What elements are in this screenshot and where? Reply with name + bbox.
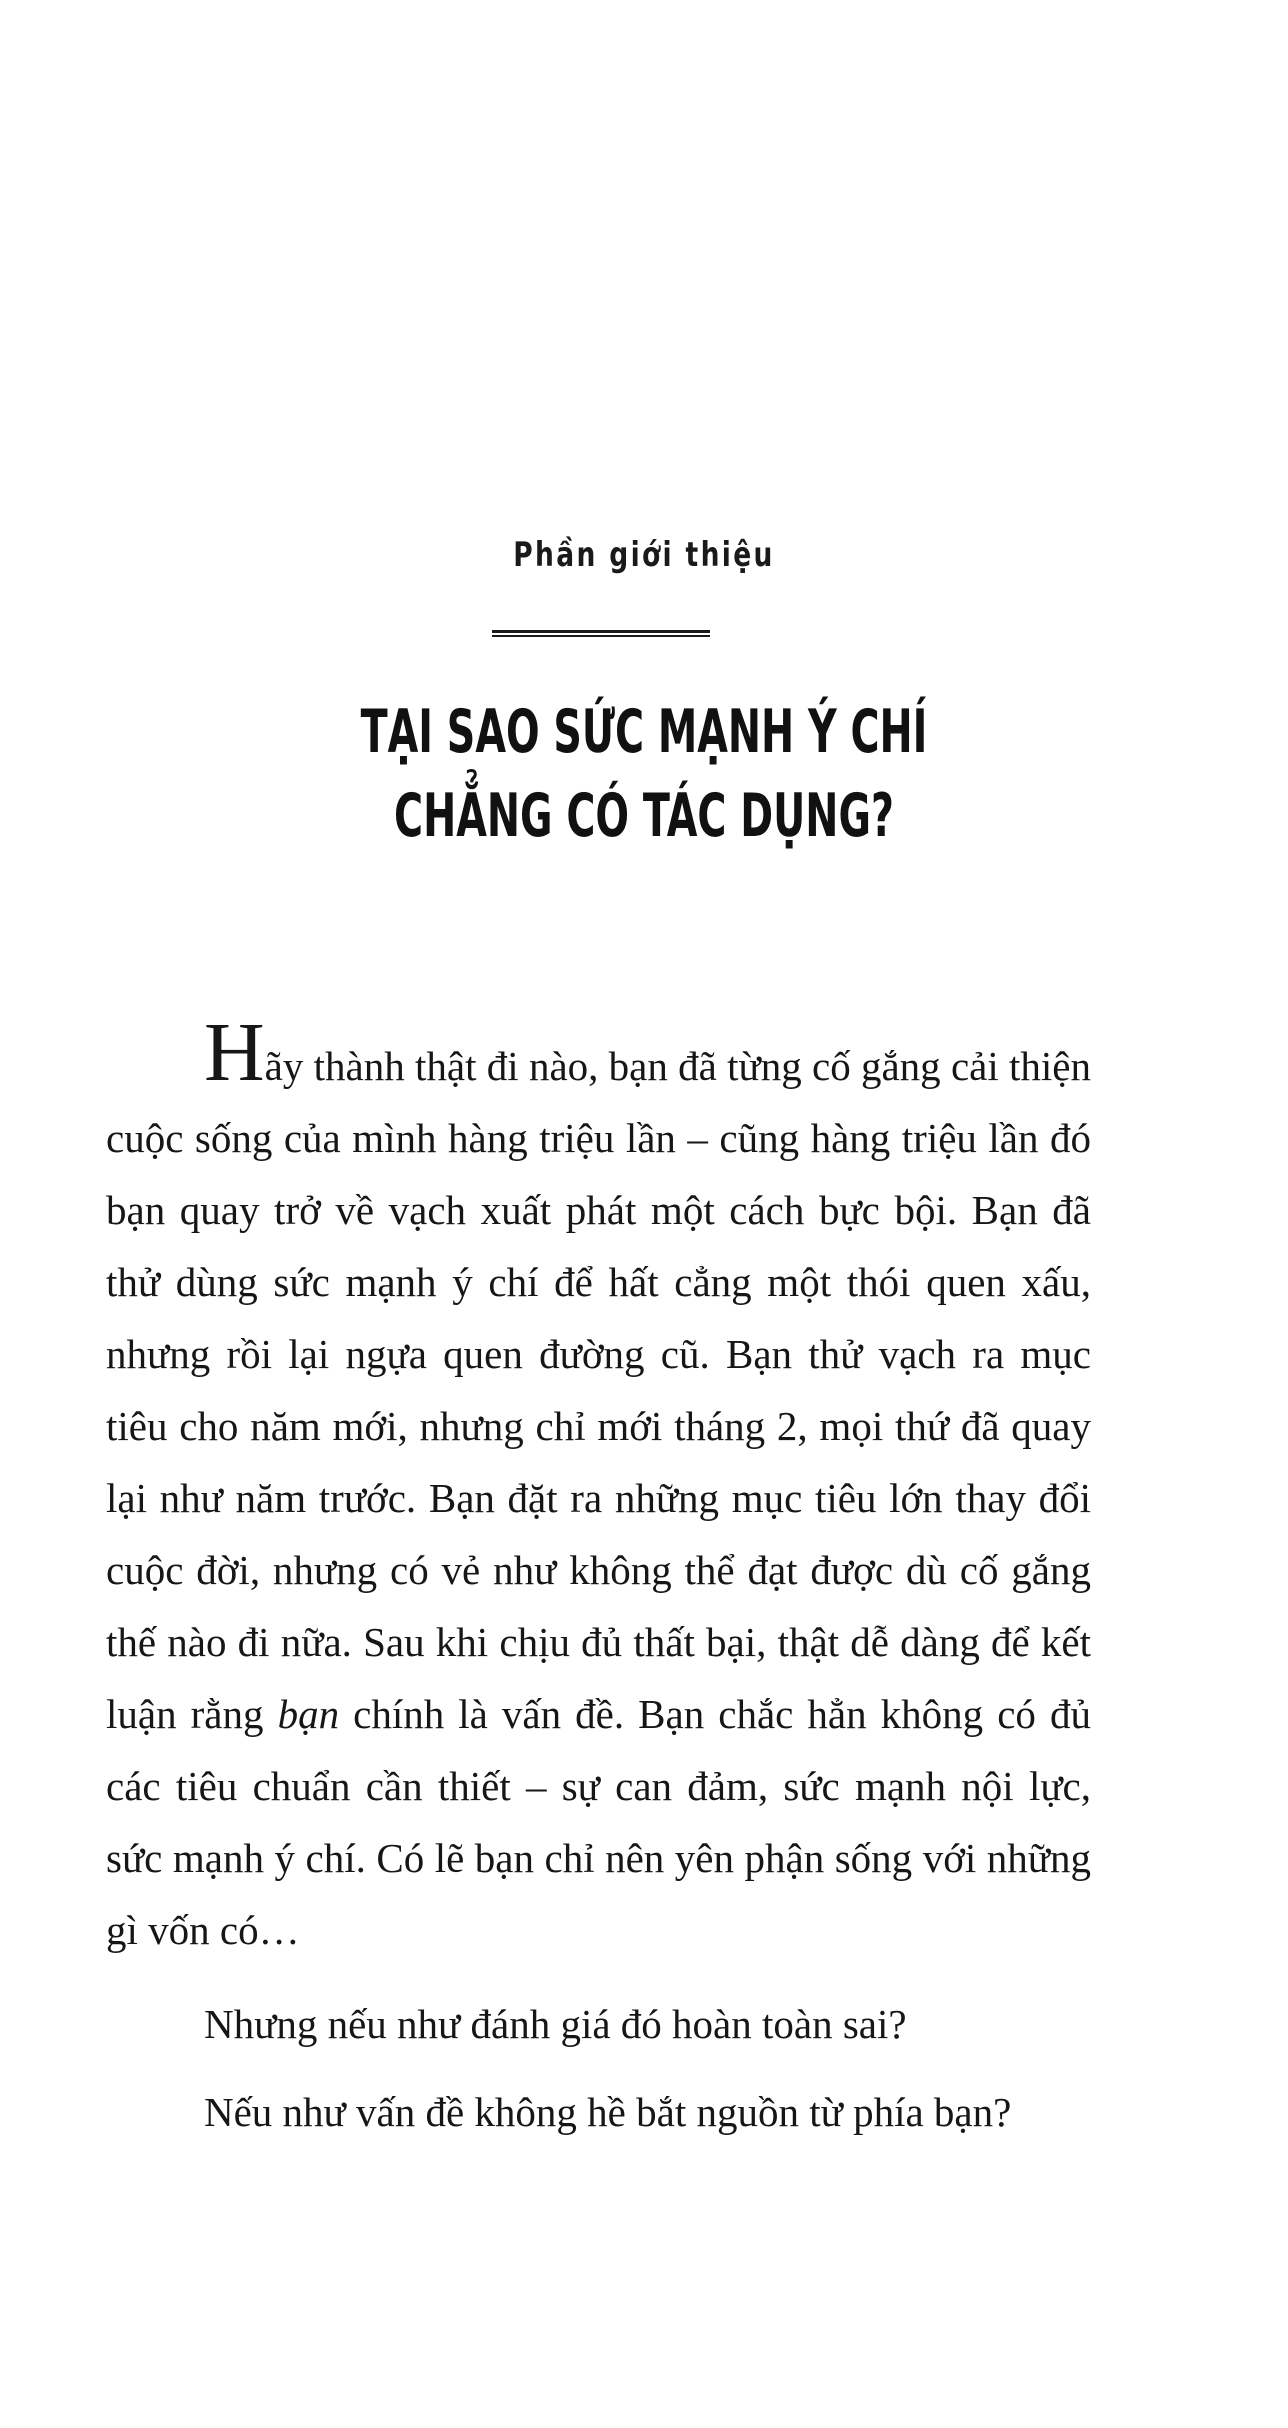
chapter-title-line-2: CHẲNG CÓ TÁC DỤNG?: [394, 781, 894, 851]
title-divider: [492, 630, 710, 637]
body-text: [106, 1006, 1091, 2148]
chapter-title-line-1: TẠI SAO SỨC MẠNH Ý CHÍ: [360, 697, 928, 767]
paragraph-1: [106, 1006, 1091, 1966]
section-label: Phần giới thiệu: [513, 535, 775, 575]
paragraph-3: Nếu như vấn đề không hề bắt nguồn từ phía bạn?: [204, 2089, 1012, 2135]
paragraph-2: Nhưng nếu như đánh giá đó hoàn toàn sai?: [204, 2001, 907, 2047]
paragraph-1-emphasis: bạn: [277, 1691, 340, 1737]
drop-cap: H: [204, 1006, 265, 1099]
chapter-title: [219, 690, 1069, 858]
paragraph-1-part-1: ãy thành thật đi nào, bạn đã từng cố gắng cải thiện cuộc sống của mình hàng triệu lần – cũng hàng triệu lần đó bạn quay trở về vạch xuất phát một cách bực bội. Bạn đã thử dùng sức mạnh ý chí để hất cẳng một thói quen xấu, nhưng rồi lại ngựa quen đường cũ. Bạn thử vạch ra mục tiêu cho năm mới, nhưng chỉ mới tháng 2, mọi thứ đã quay lại như năm trước. Bạn đặt ra những mục tiêu lớn thay đổi cuộc đời, nhưng có vẻ như không thể đạt được dù cố gắng thế nào đi nữa. Sau khi chịu đủ thất bại, thật dễ dàng để kết luận rằng: [106, 1043, 1091, 1737]
paragraph-1-part-2: chính là vấn đề. Bạn chắc hẳn không có đủ các tiêu chuẩn cần thiết – sự can đảm, sức mạnh nội lực, sức mạnh ý chí. Có lẽ bạn chỉ nên yên phận sống với những gì vốn có…: [106, 1691, 1091, 1953]
